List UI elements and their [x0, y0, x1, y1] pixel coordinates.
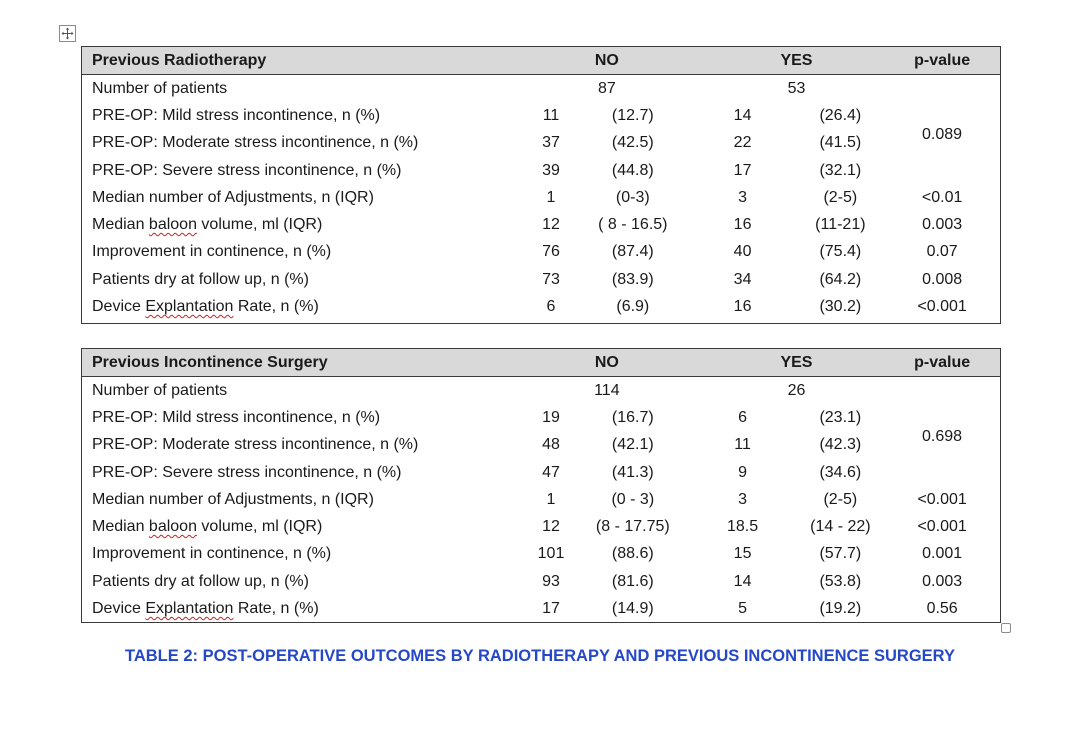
no-value: (41.3) [611, 463, 654, 481]
patients-yes: 53 [787, 79, 806, 97]
no-count: 48 [542, 436, 560, 454]
table-row [82, 266, 1000, 293]
yes-value: (75.4) [819, 243, 862, 261]
table-row [82, 184, 1000, 211]
no-value: (42.1) [611, 436, 654, 454]
no-value: ( 8 - 16.5) [598, 216, 668, 234]
no-value: (12.7) [611, 106, 654, 124]
yes-value: (23.1) [819, 408, 862, 426]
p-value: 0.003 [922, 572, 963, 590]
row-label [82, 545, 525, 563]
row-label-text: Device [92, 298, 146, 316]
row-label [82, 271, 525, 289]
row-label-text: Patients dry at follow up, n (%) [92, 270, 309, 288]
table-row [82, 293, 1000, 320]
table-row [82, 432, 1000, 459]
patients-no: 87 [597, 79, 616, 97]
row-label-text: PRE-OP: [92, 106, 163, 124]
radiotherapy-table [81, 46, 1001, 324]
yes-count: 40 [733, 243, 752, 261]
row-label [82, 464, 525, 482]
spellcheck-word[interactable]: Explantation [145, 600, 234, 618]
row-label-text: Rate, n (%) [233, 600, 319, 618]
no-count: 11 [542, 106, 560, 124]
row-label-text: PRE-OP: [92, 436, 163, 454]
p-value: 0.56 [926, 600, 958, 618]
table-row [82, 157, 1000, 184]
p-value: <0.001 [917, 490, 967, 508]
spellcheck-word[interactable]: baloon [148, 518, 197, 536]
no-count: 17 [542, 600, 560, 618]
no-value: (6.9) [616, 298, 650, 316]
row-label [82, 162, 525, 180]
no-value: (8 - 17.75) [595, 518, 670, 536]
row-label [82, 107, 525, 125]
no-count: 12 [542, 518, 560, 536]
no-count: 76 [542, 243, 560, 261]
table-row [82, 239, 1000, 266]
no-count: 6 [546, 298, 556, 316]
row-label-text: Median number of Adjustments, n (IQR) [92, 188, 374, 206]
col-header-pvalue: p-value [914, 353, 971, 371]
row-label-text: Device [92, 600, 146, 618]
yes-count: 3 [738, 490, 748, 508]
row-label: Number of patients [92, 381, 228, 399]
row-label [82, 134, 525, 152]
row-label-text: Mild stress incontinence, n (%) [162, 106, 381, 124]
merged-pvalue: 0.089 [921, 126, 963, 143]
row-label-text: Improvement in continence, n (%) [92, 545, 332, 563]
row-label-text: Patients dry at follow up, n (%) [92, 572, 309, 590]
row-label [82, 298, 525, 316]
col-header-yes: YES [780, 51, 813, 69]
spellcheck-word[interactable]: baloon [148, 216, 197, 234]
row-label-text: PRE-OP: [92, 408, 163, 426]
patients-no: 114 [594, 381, 620, 399]
row-label-text: volume, ml (IQR) [196, 518, 323, 536]
row-label-text: PRE-OP: [92, 134, 163, 152]
row-label [82, 600, 525, 618]
no-count: 39 [542, 161, 560, 179]
col-header-yes: YES [780, 353, 813, 371]
yes-count: 9 [738, 463, 748, 481]
yes-value: (26.4) [819, 106, 862, 124]
no-value: (16.7) [611, 408, 654, 426]
merged-pvalue: 0.698 [921, 428, 963, 445]
table-row [82, 459, 1000, 486]
no-count: 93 [542, 572, 560, 590]
yes-value: (11-21) [815, 216, 866, 234]
row-label-text: PRE-OP: [92, 161, 163, 179]
yes-count: 34 [733, 270, 752, 288]
row-label-text: Median number of Adjustments, n (IQR) [92, 490, 374, 508]
yes-count: 3 [738, 188, 748, 206]
yes-value: (2-5) [823, 188, 858, 206]
yes-count: 5 [738, 600, 748, 618]
row-label [82, 409, 525, 427]
no-value: (0-3) [615, 188, 650, 206]
row-label [82, 573, 525, 591]
row-label-text: Severe stress incontinence, n (%) [162, 463, 402, 481]
no-count: 47 [542, 463, 560, 481]
table-header-row [82, 349, 1000, 377]
row-label-text: Median [92, 216, 149, 234]
yes-count: 14 [733, 572, 752, 590]
yes-value: (57.7) [819, 545, 862, 563]
p-value: <0.001 [917, 298, 967, 316]
row-label-text: Moderate stress incontinence, n (%) [162, 134, 419, 152]
p-value: <0.01 [921, 188, 963, 206]
no-count: 101 [537, 545, 565, 563]
yes-value: (14 - 22) [810, 518, 871, 536]
row-label-text: PRE-OP: [92, 463, 163, 481]
no-value: (44.8) [611, 161, 654, 179]
no-value: (42.5) [611, 134, 654, 152]
row-label [82, 189, 525, 207]
row-label-text: Median [92, 518, 149, 536]
table-row [82, 404, 1000, 431]
yes-count: 22 [733, 134, 752, 152]
table-row [82, 486, 1000, 513]
yes-value: (34.6) [819, 463, 862, 481]
table-move-handle[interactable] [59, 25, 76, 42]
row-label: Number of patients [92, 79, 228, 97]
row-label-text: Improvement in continence, n (%) [92, 243, 332, 261]
spellcheck-word[interactable]: Explantation [145, 298, 234, 316]
row-label [82, 436, 525, 454]
p-value: 0.07 [926, 243, 958, 261]
no-value: (88.6) [611, 545, 654, 563]
yes-count: 16 [733, 216, 752, 234]
patients-yes: 26 [787, 381, 806, 399]
no-value: (14.9) [611, 600, 654, 618]
yes-count: 15 [733, 545, 752, 563]
yes-value: (19.2) [819, 600, 862, 618]
row-label-text: Moderate stress incontinence, n (%) [162, 436, 419, 454]
no-count: 19 [542, 408, 560, 426]
table-row [82, 211, 1000, 238]
yes-count: 6 [738, 408, 748, 426]
no-count: 1 [546, 188, 556, 206]
row-label [82, 491, 525, 509]
row-label [82, 518, 525, 536]
table-title: Previous Radiotherapy [92, 51, 267, 69]
table-row [82, 541, 1000, 568]
p-value: 0.001 [922, 545, 963, 563]
col-header-no: NO [594, 353, 619, 371]
yes-value: (41.5) [819, 134, 862, 152]
no-count: 37 [542, 134, 560, 152]
col-header-no: NO [594, 51, 619, 69]
yes-count: 17 [733, 161, 752, 179]
yes-count: 16 [733, 298, 752, 316]
row-label-text: Severe stress incontinence, n (%) [162, 161, 402, 179]
yes-value: (30.2) [819, 298, 862, 316]
yes-value: (32.1) [819, 161, 862, 179]
table-caption: TABLE 2: POST-OPERATIVE OUTCOMES BY RADIOTHERAPY AND PREVIOUS INCONTINENCE SURGERY [125, 647, 955, 665]
incontinence-surgery-table [81, 348, 1001, 623]
no-count: 12 [542, 216, 560, 234]
table-row [82, 130, 1000, 157]
row-label [82, 243, 525, 261]
yes-count: 14 [733, 106, 752, 124]
table-row [82, 102, 1000, 129]
move-icon [61, 27, 74, 40]
row-label-text: Rate, n (%) [233, 298, 319, 316]
table-row [82, 568, 1000, 595]
row-label-text: Mild stress incontinence, n (%) [162, 408, 381, 426]
table-resize-handle[interactable] [1001, 623, 1011, 633]
no-value: (0 - 3) [611, 490, 655, 508]
no-count: 1 [546, 490, 556, 508]
table-header-row [82, 47, 1000, 75]
no-value: (83.9) [611, 270, 654, 288]
row-label-text: volume, ml (IQR) [196, 216, 323, 234]
yes-value: (2-5) [823, 490, 858, 508]
yes-value: (53.8) [819, 572, 862, 590]
p-value: 0.003 [922, 216, 963, 234]
patients-row [82, 377, 1000, 404]
patients-row [82, 75, 1000, 102]
yes-count: 18.5 [727, 518, 759, 536]
p-value: 0.008 [922, 270, 963, 288]
no-value: (81.6) [611, 572, 654, 590]
table-row [82, 595, 1000, 622]
no-count: 73 [542, 270, 560, 288]
yes-value: (42.3) [819, 436, 862, 454]
table-row [82, 513, 1000, 540]
row-label [82, 216, 525, 234]
p-value: <0.001 [917, 518, 967, 536]
table-title: Previous Incontinence Surgery [92, 353, 328, 371]
col-header-pvalue: p-value [914, 51, 971, 69]
no-value: (87.4) [611, 243, 654, 261]
yes-count: 11 [734, 436, 751, 454]
yes-value: (64.2) [819, 270, 862, 288]
